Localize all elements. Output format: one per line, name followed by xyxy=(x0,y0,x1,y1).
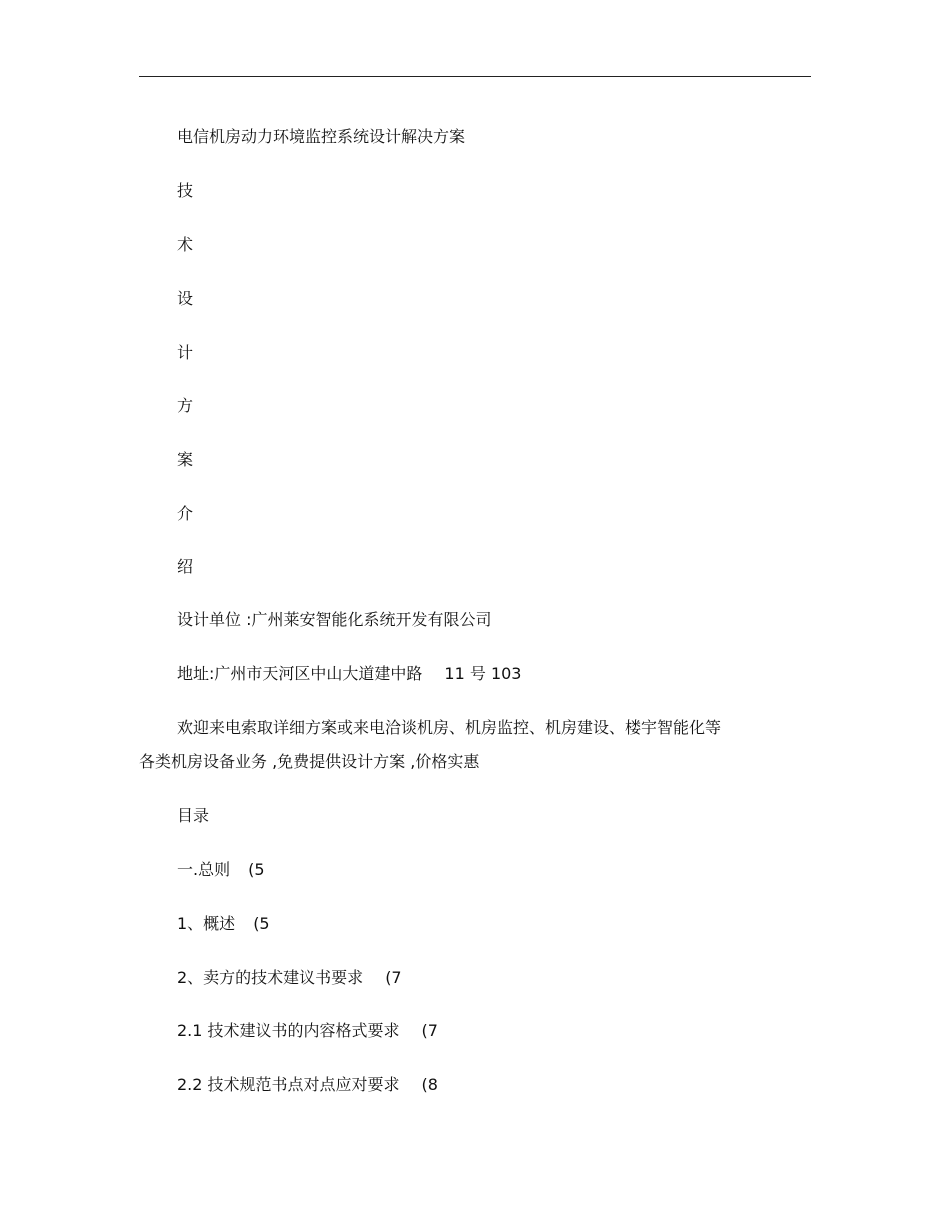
toc-entry xyxy=(177,914,270,934)
vertical-char: 设 xyxy=(177,289,194,308)
toc-entry-text: 2.2 技术规范书点对点应对要求 xyxy=(177,1075,400,1094)
toc-entry-page: (8 xyxy=(421,1075,438,1094)
toc-entry-text: 1、概述 xyxy=(177,914,236,933)
address xyxy=(177,664,521,684)
toc-entry xyxy=(177,860,265,880)
address-main: 地址:广州市天河区中山大道建中路 xyxy=(177,664,423,683)
document-title: 电信机房动力环境监控系统设计解决方案 xyxy=(177,127,466,146)
toc-entry-text: 2.1 技术建议书的内容格式要求 xyxy=(177,1021,400,1040)
toc-entry-text: 2、卖方的技术建议书要求 xyxy=(177,968,364,987)
toc-entry xyxy=(177,1075,438,1095)
welcome-line-2: 各类机房设备业务 ,免费提供设计方案 ,价格实惠 xyxy=(139,752,480,771)
design-unit: 设计单位 :广州莱安智能化系统开发有限公司 xyxy=(177,610,492,629)
address-number: 11 号 103 xyxy=(444,664,522,683)
toc-entry-text: 一.总则 xyxy=(177,860,231,879)
vertical-char: 案 xyxy=(177,450,194,469)
toc-entry-page: (5 xyxy=(248,860,265,879)
toc-entry-page: (7 xyxy=(421,1021,438,1040)
vertical-char: 绍 xyxy=(177,557,194,576)
toc-entry-page: (5 xyxy=(253,914,270,933)
toc-entry-page: (7 xyxy=(385,968,402,987)
vertical-char: 介 xyxy=(177,504,194,523)
vertical-char: 技 xyxy=(177,181,194,200)
toc-entry xyxy=(177,1021,438,1041)
vertical-char: 计 xyxy=(177,343,194,362)
header-rule xyxy=(139,76,811,77)
toc-entry xyxy=(177,968,402,988)
welcome-line-1: 欢迎来电索取详细方案或来电洽谈机房、机房监控、机房建设、楼宇智能化等 xyxy=(177,718,722,737)
vertical-char: 方 xyxy=(177,396,194,415)
vertical-char: 术 xyxy=(177,235,194,254)
toc-title: 目录 xyxy=(177,806,210,825)
